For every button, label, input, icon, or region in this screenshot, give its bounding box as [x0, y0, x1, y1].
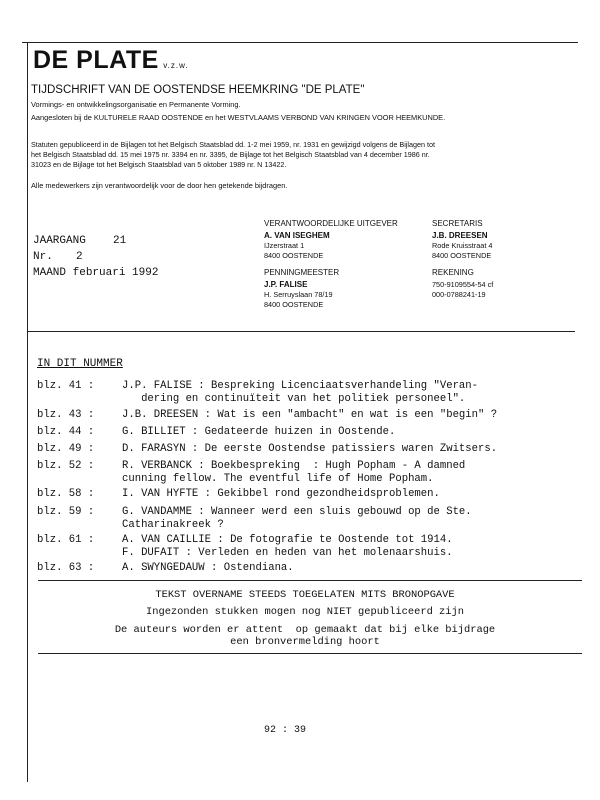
toc-line: Catharinakreek ?: [122, 518, 224, 531]
toc-page: blz. 61 :: [37, 534, 95, 546]
toc-line: J.P. FALISE : Bespreking Licenciaatsverhandeling "Veran-: [122, 380, 479, 392]
treasurer-role: PENNINGMEESTER: [264, 268, 340, 277]
toc-line: A. VAN CAILLIE : De fotografie te Oostende tot 1914.: [122, 534, 453, 546]
source-notice-line-2: een bronvermelding hoort: [230, 636, 380, 648]
account-number-2: 000-0788241-19: [432, 289, 486, 299]
statutes-text: [31, 140, 576, 169]
nr-value: 2: [76, 251, 83, 263]
secretary-role: SECRETARIS: [432, 219, 483, 228]
publisher-block: [264, 219, 398, 260]
toc-entry: [37, 562, 577, 575]
publisher-city: 8400 OOSTENDE: [264, 250, 324, 260]
toc-page: blz. 49 :: [37, 443, 95, 455]
header-bottom-rule: [27, 331, 575, 332]
treasurer-block: [264, 268, 339, 309]
toc-line: cunning fellow. The eventful life of Home Popham.: [122, 472, 434, 485]
toc-entry: [37, 426, 577, 439]
maand-row: [33, 265, 158, 281]
toc-page: blz. 44 :: [37, 426, 95, 438]
toc-line: R. VERBANCK : Boekbespreking : Hugh Popham - A damned: [122, 460, 466, 472]
reprint-notice: TEKST OVERNAME STEEDS TOEGELATEN MITS BRONOPGAVE: [155, 589, 455, 601]
source-notice-line-1: De auteurs worden er attent op gemaakt dat bij elke bijdrage: [114, 624, 496, 636]
organisation-line: Vormings- en ontwikkelingsorganisatie en Permanente Vorming.: [31, 100, 241, 109]
account-block: [432, 268, 493, 299]
secretary-street: Rode Kruisstraat 4: [432, 241, 493, 250]
toc-heading: IN DIT NUMMER: [37, 358, 123, 370]
toc-page: blz. 52 :: [37, 460, 95, 472]
toc-line: D. FARASYN : De eerste Oostendse patissiers waren Zwitsers.: [122, 443, 498, 455]
nr-row: [33, 249, 158, 265]
nr-label: Nr.: [33, 251, 53, 263]
account-role: REKENING: [432, 268, 474, 277]
journal-title: TIJDSCHRIFT VAN DE OOSTENDSE HEEMKRING "DE PLATE": [31, 84, 365, 96]
toc-line: G. BILLIET : Gedateerde huizen in Oostende.: [122, 426, 396, 438]
maand-value: februari 1992: [72, 267, 159, 279]
statutes-line: het Belgisch Staatsblad dd. 15 mei 1975 nr. 3394 en nr. 3395, de Bijlage tot het Belgisch Staatsblad van 4 december 1986 nr.: [31, 149, 430, 159]
submission-notice: Ingezonden stukken mogen nog NIET gepubliceerd zijn: [145, 606, 464, 618]
publisher-name: A. VAN ISEGHEM: [264, 231, 330, 240]
maand-label: MAAND: [33, 267, 67, 279]
toc-entry: [37, 506, 577, 532]
toc-entry: [37, 460, 577, 486]
notice-bottom-rule: [38, 653, 582, 654]
treasurer-name: J.P. FALISE: [264, 280, 308, 289]
toc-line: G. VANDAMME : Wanneer werd een sluis gebouwd op de Ste.: [122, 506, 472, 518]
jaargang-value: 21: [113, 235, 127, 247]
toc-line: F. DUFAIT : Verleden en heden van het molenaarshuis.: [122, 546, 453, 559]
toc-entry: [37, 488, 577, 501]
toc-entry: [37, 443, 577, 456]
toc-page: blz. 41 :: [37, 380, 95, 392]
masthead: [33, 46, 189, 75]
treasurer-city: 8400 OOSTENDE: [264, 299, 324, 309]
page-number: 92 : 39: [264, 725, 307, 736]
treasurer-street: H. Serruyslaan 78/19: [264, 290, 333, 299]
toc-line: dering en continuïteit van het politiek personeel".: [122, 392, 466, 405]
notice-top-rule: [38, 580, 582, 581]
jaargang-row: [33, 233, 158, 249]
statutes-line: 31023 en de Bijlage tot het Belgisch Staatsblad van 5 oktober 1989 nr. N 13422.: [31, 159, 287, 169]
secretary-block: [432, 219, 492, 260]
toc-line: I. VAN HYFTE : Gekibbel rond gezondheidsproblemen.: [122, 488, 440, 500]
toc-page: blz. 43 :: [37, 409, 95, 421]
secretary-city: 8400 OOSTENDE: [432, 250, 492, 260]
logo: DE PLATE: [33, 46, 159, 74]
publisher-role: VERANTWOORDELIJKE UITGEVER: [264, 219, 398, 228]
vzw-label: v.z.w.: [163, 61, 189, 70]
toc-line: A. SWYNGEDAUW : Ostendiana.: [122, 562, 294, 574]
toc-page: blz. 63 :: [37, 562, 95, 574]
toc-entry: [37, 380, 577, 406]
jaargang-label: JAARGANG: [33, 235, 86, 247]
account-number-1: 750-9109554-54 cf: [432, 280, 494, 289]
left-frame-rule: [27, 42, 28, 782]
responsibility-note: Alle medewerkers zijn verantwoordelijk voor de door hen getekende bijdragen.: [31, 181, 288, 190]
toc-entry: [37, 534, 577, 560]
secretary-name: J.B. DREESEN: [432, 231, 488, 240]
top-rule: [22, 42, 578, 43]
toc-page: blz. 58 :: [37, 488, 95, 500]
statutes-line: Statuten gepubliceerd in de Bijlagen tot het Belgisch Staatsblad dd. 1-2 mei 1959, nr. 1931 en gewijzigd volgens de Bijlagen tot: [31, 140, 435, 149]
affiliation-line: Aangesloten bij de KULTURELE RAAD OOSTENDE en het WESTVLAAMS VERBOND VAN KRINGEN VOOR HEEMKUNDE.: [31, 113, 446, 122]
publisher-street: IJzerstraat 1: [264, 241, 305, 250]
toc-entry: [37, 409, 577, 422]
toc-line: J.B. DREESEN : Wat is een "ambacht" en wat is een "begin" ?: [122, 409, 498, 421]
toc-page: blz. 59 :: [37, 506, 95, 518]
issue-details: [33, 233, 158, 281]
